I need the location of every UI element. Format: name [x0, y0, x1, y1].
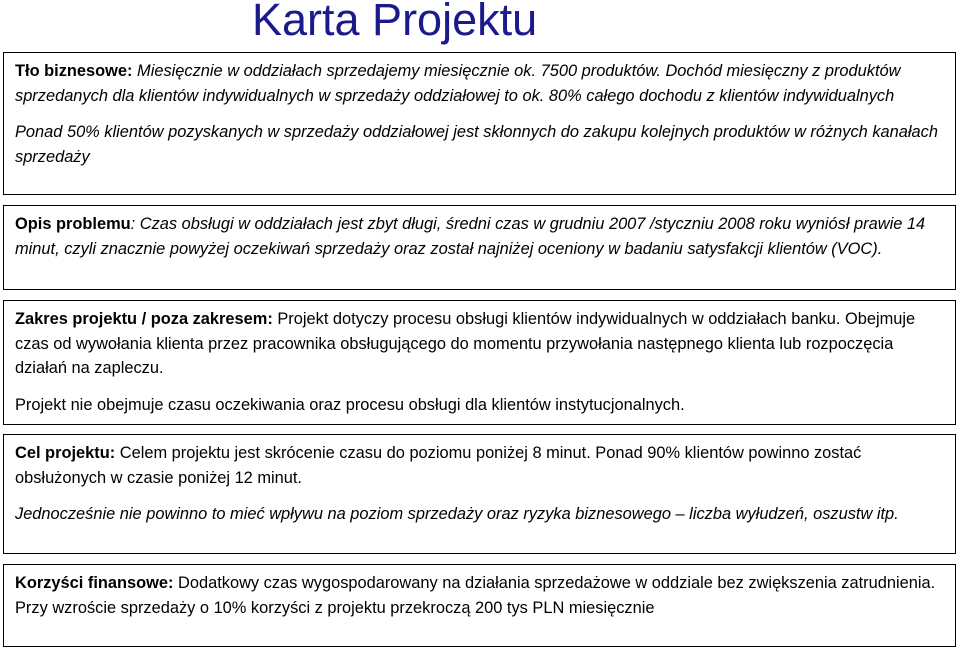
goal-label: Cel projektu: — [15, 444, 116, 462]
scope-paragraph — [15, 307, 945, 381]
goal-paragraph — [15, 441, 945, 490]
problem-text: : Czas obsługi w oddziałach jest zbyt długi, średni czas w grudniu 2007 /styczniu 2008 roku wyniósł prawie 14 minut, czyli znacznie powyżej oczekiwań sprzedaży oraz został najniżej oceniony w badaniu satysfakcji klientów (VOC). — [15, 215, 926, 258]
business-background-text: Miesięcznie w oddziałach sprzedajemy miesięcznie ok. 7500 produktów. Dochód miesięczny z produktów sprzedanych dla klientów indywidualnych w sprzedaży oddziałowej to ok. 80% całego dochodu z klientów indywidualnych — [15, 62, 901, 105]
scope-label: Zakres projektu / poza zakresem: — [15, 310, 273, 328]
goal-text: Celem projektu jest skrócenie czasu do poziomu poniżej 8 minut. Ponad 90% klientów powinno zostać obsłużonych w czasie poniżej 12 minut. — [15, 444, 862, 487]
scope-exclusion: Projekt nie obejmuje czasu oczekiwania oraz procesu obsługi dla klientów instytucjonalnych. — [15, 395, 685, 414]
business-background-section — [3, 52, 956, 195]
project-goal-section — [3, 434, 956, 554]
benefits-paragraph — [15, 571, 945, 620]
project-scope-section — [3, 300, 956, 425]
goal-constraint: Jednocześnie nie powinno to mieć wpływu na poziom sprzedaży oraz ryzyka biznesowego – liczba wyłudzeń, oszustw itp. — [15, 505, 899, 523]
benefits-text: Dodatkowy czas wygospodarowany na działania sprzedażowe w oddziale bez zwiększenia zatrudnienia. Przy wzroście sprzedaży o 10% korzyści z projektu przekroczą 200 tys PLN miesięcznie — [15, 574, 936, 617]
business-background-label: Tło biznesowe: — [15, 62, 133, 80]
business-background-note: Ponad 50% klientów pozyskanych w sprzedaży oddziałowej jest skłonnych do zakupu kolejnych produktów w różnych kanałach sprzedaży — [15, 123, 938, 166]
business-background-paragraph — [15, 59, 945, 108]
scope-text: Projekt dotyczy procesu obsługi klientów indywidualnych w oddziałach banku. Obejmuje czas od wywołania klienta przez pracownika obsługującego do momentu przywołania następnego klienta lub rozpoczęcia działań na zapleczu. — [15, 310, 916, 377]
problem-paragraph — [15, 212, 945, 261]
problem-label: Opis problemu — [15, 215, 131, 233]
financial-benefits-section — [3, 564, 956, 647]
page-title: Karta Projektu — [252, 0, 538, 45]
problem-description-section — [3, 205, 956, 290]
benefits-label: Korzyści finansowe: — [15, 574, 174, 592]
